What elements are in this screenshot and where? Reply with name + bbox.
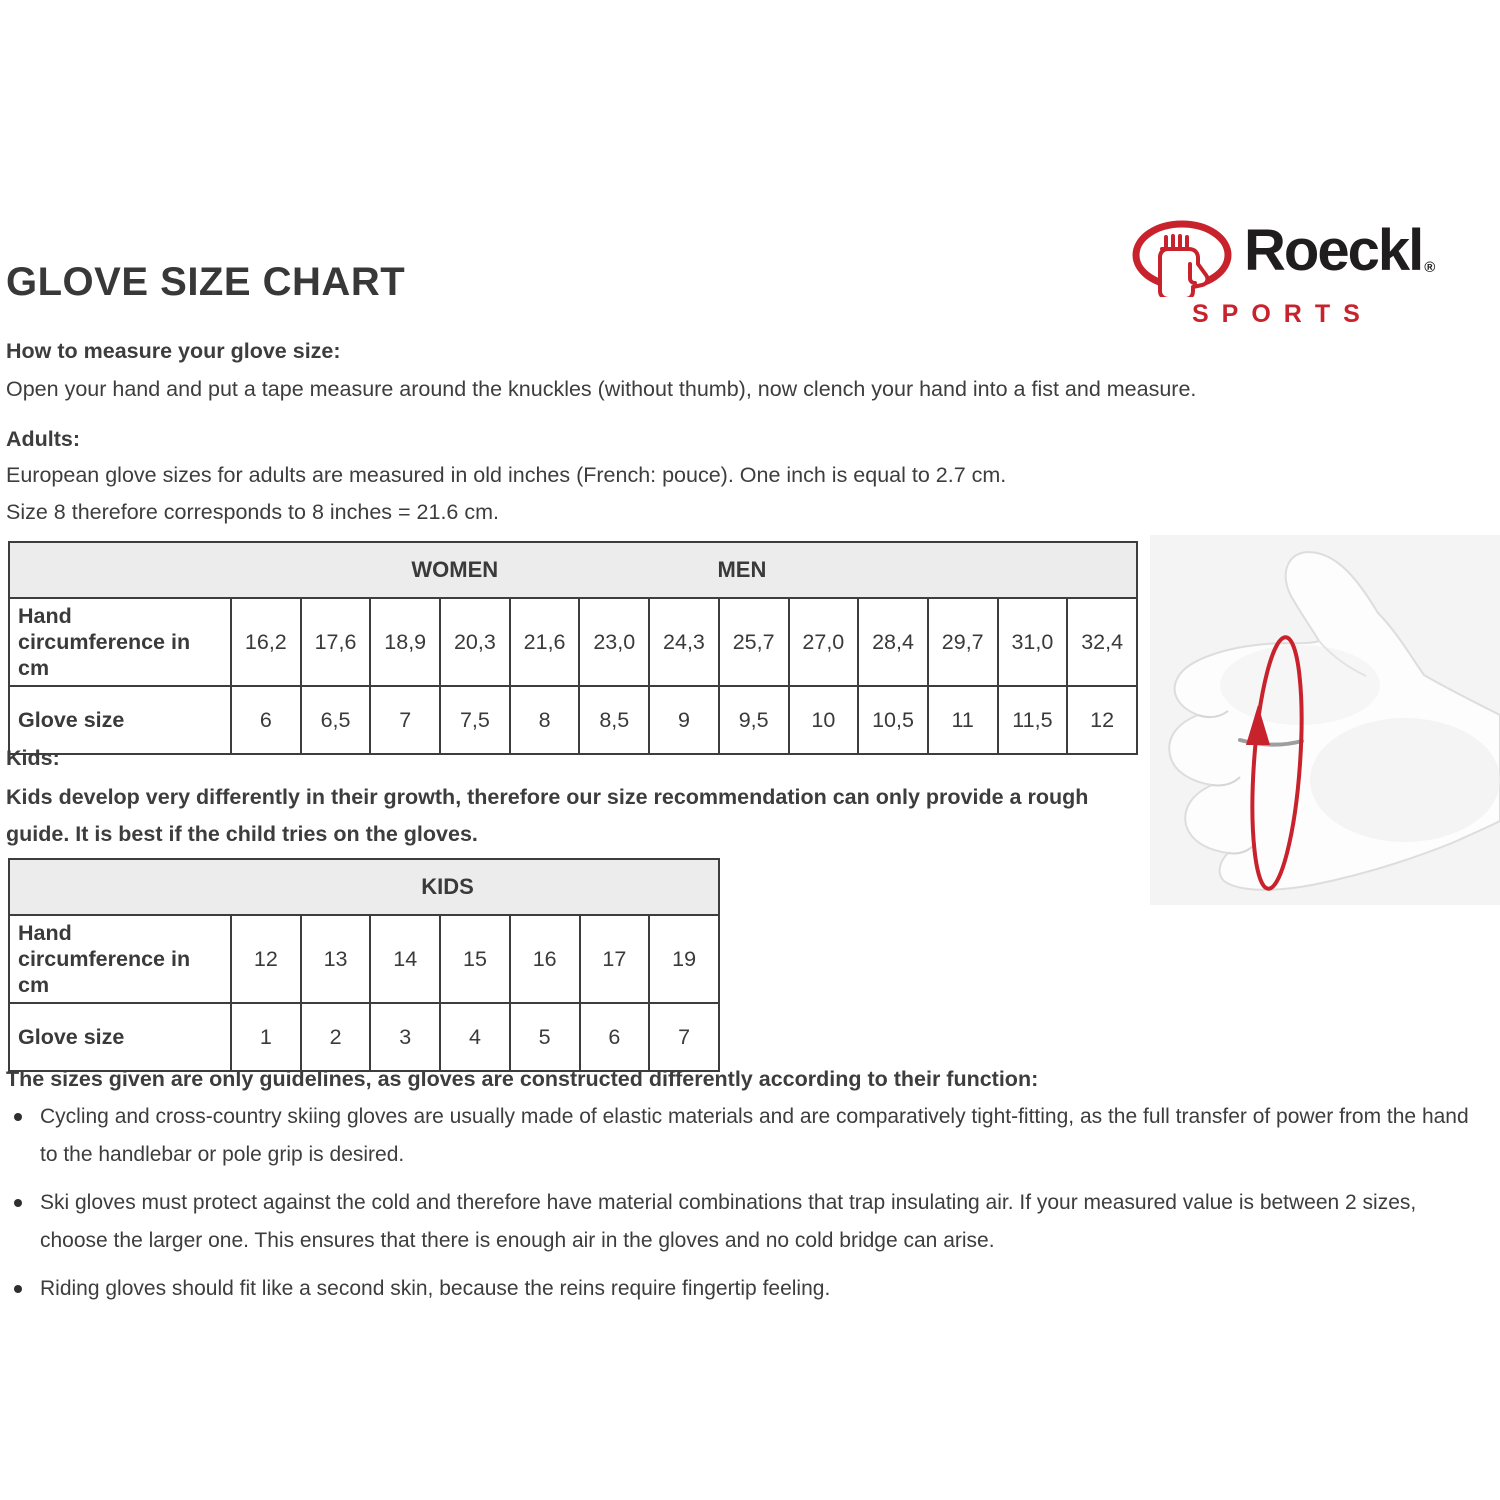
kids-size-table	[8, 858, 720, 1072]
brand-name: Roeckl	[1244, 218, 1423, 283]
women-group-label: WOMEN	[411, 557, 499, 582]
glove-size-cell: 12	[1067, 686, 1137, 754]
circumference-cell: 29,7	[928, 598, 998, 686]
group-header-row	[9, 542, 1137, 598]
glove-size-cell: 10,5	[858, 686, 928, 754]
glove-size-cell: 1	[231, 1003, 301, 1071]
glove-size-cell: 2	[301, 1003, 371, 1071]
circumference-cell: 32,4	[1067, 598, 1137, 686]
row-label-circumference: Hand circumference in cm	[9, 915, 231, 1003]
registered-mark: ®	[1424, 259, 1436, 276]
hand-measurement-figure	[1150, 535, 1500, 905]
circumference-cell: 23,0	[579, 598, 649, 686]
glove-size-cell: 9,5	[719, 686, 789, 754]
bullet-icon	[14, 1113, 22, 1121]
adults-size-table	[8, 541, 1138, 755]
men-group-label: MEN	[717, 557, 767, 582]
glove-size-cell: 8,5	[579, 686, 649, 754]
guideline-text: Riding gloves should fit like a second skin, because the reins require fingertip feeling.	[40, 1277, 831, 1300]
circumference-cell: 20,3	[440, 598, 510, 686]
glove-size-cell: 11,5	[998, 686, 1068, 754]
glove-size-cell: 9	[649, 686, 719, 754]
group-header-row	[9, 859, 719, 915]
circumference-cell: 27,0	[789, 598, 859, 686]
bullet-icon	[14, 1199, 22, 1207]
circumference-cell: 17	[580, 915, 650, 1003]
circumference-cell: 12	[231, 915, 301, 1003]
circumference-cell: 24,3	[649, 598, 719, 686]
circumference-cell: 17,6	[301, 598, 371, 686]
page-title: GLOVE SIZE CHART	[6, 260, 406, 304]
glove-size-row	[9, 1003, 719, 1071]
adults-text-1: European glove sizes for adults are measured in old inches (French: pouce). One inch is equal to 2.7 cm.	[6, 463, 1007, 487]
roeckl-fist-icon	[1132, 219, 1236, 302]
circumference-cell: 14	[370, 915, 440, 1003]
circumference-cell: 25,7	[719, 598, 789, 686]
glove-size-cell: 3	[370, 1003, 440, 1071]
circumference-row	[9, 915, 719, 1003]
glove-size-cell: 7,5	[440, 686, 510, 754]
glove-size-cell: 7	[370, 686, 440, 754]
glove-size-row	[9, 686, 1137, 754]
glove-size-cell: 4	[440, 1003, 510, 1071]
glove-size-cell: 11	[928, 686, 998, 754]
guideline-item	[6, 1184, 1484, 1260]
hand-with-tape-loop-illustration	[1150, 535, 1500, 905]
guideline-text: Ski gloves must protect against the cold and therefore have material combinations that trap insulating air. If your measured value is between 2 sizes, choose the larger one. This ensures that there is enough air in the gloves and no cold bridge can arise.	[40, 1191, 1417, 1252]
glove-size-cell: 10	[789, 686, 859, 754]
guidelines-heading: The sizes given are only guidelines, as gloves are constructed differently according to their function:	[6, 1067, 1039, 1091]
guideline-item	[6, 1098, 1484, 1174]
circumference-cell: 16	[510, 915, 580, 1003]
glove-size-cell: 6	[580, 1003, 650, 1071]
guideline-text: Cycling and cross-country skiing gloves are usually made of elastic materials and are comparatively tight-fitting, as the full transfer of power from the hand to the handlebar or pole grip is desired.	[40, 1105, 1469, 1166]
adults-text-2: Size 8 therefore corresponds to 8 inches = 21.6 cm.	[6, 500, 499, 524]
circumference-cell: 13	[301, 915, 371, 1003]
circumference-cell: 21,6	[510, 598, 580, 686]
kids-text: Kids develop very differently in their growth, therefore our size recommendation can only provide a rough guide. It is best if the child tries on the gloves.	[6, 785, 1089, 846]
guideline-item	[6, 1270, 1484, 1308]
circumference-cell: 28,4	[858, 598, 928, 686]
guidelines-list	[6, 1098, 1484, 1318]
adults-group-header-cell	[9, 542, 1137, 598]
brand-subtitle: SPORTS	[1192, 300, 1373, 328]
glove-size-cell: 7	[649, 1003, 719, 1071]
circumference-cell: 31,0	[998, 598, 1068, 686]
kids-group-label: KIDS	[421, 874, 474, 899]
circumference-cell: 15	[440, 915, 510, 1003]
glove-size-cell: 6,5	[301, 686, 371, 754]
kids-heading: Kids:	[6, 746, 60, 770]
circumference-row	[9, 598, 1137, 686]
glove-size-cell: 5	[510, 1003, 580, 1071]
row-label-circumference: Hand circumference in cm	[9, 598, 231, 686]
bullet-icon	[14, 1285, 22, 1293]
adults-heading: Adults:	[6, 427, 81, 451]
measure-text: Open your hand and put a tape measure around the knuckles (without thumb), now clench your hand into a fist and measure.	[6, 377, 1197, 401]
circumference-cell: 16,2	[231, 598, 301, 686]
circumference-cell: 18,9	[370, 598, 440, 686]
row-label-glove-size: Glove size	[9, 1003, 231, 1071]
glove-size-cell: 6	[231, 686, 301, 754]
measure-heading: How to measure your glove size:	[6, 339, 341, 363]
roeckl-logo	[1132, 218, 1492, 328]
kids-group-header-cell	[9, 859, 719, 915]
circumference-cell: 19	[649, 915, 719, 1003]
glove-size-cell: 8	[510, 686, 580, 754]
row-label-glove-size: Glove size	[9, 686, 231, 754]
